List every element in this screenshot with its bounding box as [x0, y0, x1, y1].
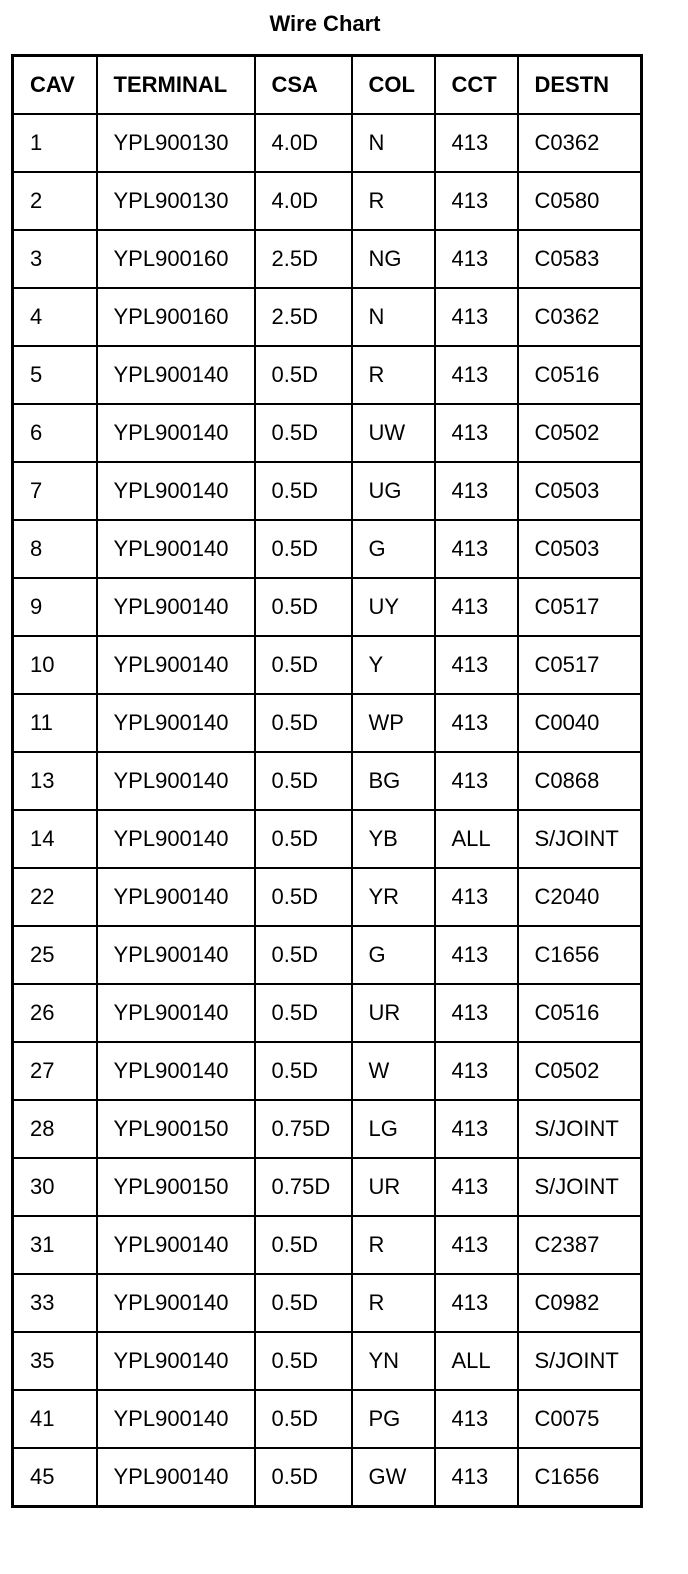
table-row: [13, 1390, 642, 1448]
cell-terminal: YPL900140: [97, 1274, 255, 1332]
cell-terminal: YPL900140: [97, 1390, 255, 1448]
cell-csa: 4.0D: [255, 172, 352, 230]
cell-cav: 4: [13, 288, 97, 346]
cell-terminal: YPL900130: [97, 172, 255, 230]
cell-terminal: YPL900140: [97, 1448, 255, 1507]
cell-cct: 413: [435, 1216, 518, 1274]
cell-cct: 413: [435, 1448, 518, 1507]
wire-chart-table: [11, 54, 643, 1508]
column-header-col: COL: [352, 56, 435, 115]
cell-terminal: YPL900140: [97, 810, 255, 868]
cell-cav: 9: [13, 578, 97, 636]
column-header-cct: CCT: [435, 56, 518, 115]
table-row: [13, 230, 642, 288]
cell-terminal: YPL900140: [97, 984, 255, 1042]
cell-destn: C0517: [518, 636, 642, 694]
cell-csa: 0.5D: [255, 810, 352, 868]
cell-cav: 2: [13, 172, 97, 230]
cell-destn: C0580: [518, 172, 642, 230]
cell-cav: 28: [13, 1100, 97, 1158]
cell-cav: 45: [13, 1448, 97, 1507]
cell-cct: 413: [435, 926, 518, 984]
cell-cct: 413: [435, 752, 518, 810]
cell-csa: 0.5D: [255, 404, 352, 462]
cell-col: UW: [352, 404, 435, 462]
cell-col: N: [352, 288, 435, 346]
cell-csa: 4.0D: [255, 114, 352, 172]
table-row: [13, 1274, 642, 1332]
table-row: [13, 1042, 642, 1100]
column-header-csa: CSA: [255, 56, 352, 115]
cell-cav: 27: [13, 1042, 97, 1100]
cell-cct: 413: [435, 462, 518, 520]
cell-csa: 0.5D: [255, 984, 352, 1042]
table-row: [13, 1216, 642, 1274]
cell-col: UR: [352, 1158, 435, 1216]
cell-col: Y: [352, 636, 435, 694]
cell-cct: 413: [435, 868, 518, 926]
cell-destn: C0502: [518, 1042, 642, 1100]
cell-destn: S/JOINT: [518, 1332, 642, 1390]
table-row: [13, 984, 642, 1042]
cell-cav: 6: [13, 404, 97, 462]
header-row: [13, 56, 642, 115]
cell-csa: 0.5D: [255, 752, 352, 810]
cell-terminal: YPL900160: [97, 288, 255, 346]
table-row: [13, 462, 642, 520]
cell-col: LG: [352, 1100, 435, 1158]
cell-cct: ALL: [435, 1332, 518, 1390]
cell-cct: 413: [435, 520, 518, 578]
cell-cct: 413: [435, 230, 518, 288]
cell-csa: 0.5D: [255, 636, 352, 694]
cell-destn: C0583: [518, 230, 642, 288]
table-row: [13, 1100, 642, 1158]
cell-col: NG: [352, 230, 435, 288]
cell-col: N: [352, 114, 435, 172]
table-row: [13, 288, 642, 346]
cell-cav: 8: [13, 520, 97, 578]
cell-terminal: YPL900140: [97, 578, 255, 636]
cell-destn: C0040: [518, 694, 642, 752]
cell-csa: 0.5D: [255, 1390, 352, 1448]
cell-cct: 413: [435, 288, 518, 346]
cell-terminal: YPL900140: [97, 1216, 255, 1274]
cell-terminal: YPL900140: [97, 1332, 255, 1390]
cell-cav: 33: [13, 1274, 97, 1332]
cell-cav: 1: [13, 114, 97, 172]
table-row: [13, 520, 642, 578]
cell-csa: 0.5D: [255, 346, 352, 404]
cell-csa: 0.5D: [255, 926, 352, 984]
table-row: [13, 926, 642, 984]
cell-col: BG: [352, 752, 435, 810]
table-row: [13, 114, 642, 172]
cell-cav: 31: [13, 1216, 97, 1274]
cell-cct: 413: [435, 1042, 518, 1100]
cell-col: W: [352, 1042, 435, 1100]
cell-destn: C0868: [518, 752, 642, 810]
cell-cct: 413: [435, 172, 518, 230]
cell-destn: C0075: [518, 1390, 642, 1448]
cell-col: YN: [352, 1332, 435, 1390]
cell-col: UR: [352, 984, 435, 1042]
table-row: [13, 868, 642, 926]
cell-col: YR: [352, 868, 435, 926]
table-row: [13, 636, 642, 694]
cell-csa: 0.5D: [255, 694, 352, 752]
cell-csa: 0.5D: [255, 1274, 352, 1332]
column-header-destn: DESTN: [518, 56, 642, 115]
cell-cav: 41: [13, 1390, 97, 1448]
cell-destn: C1656: [518, 1448, 642, 1507]
cell-csa: 0.5D: [255, 1042, 352, 1100]
table-row: [13, 752, 642, 810]
cell-terminal: YPL900130: [97, 114, 255, 172]
table-row: [13, 1448, 642, 1507]
cell-terminal: YPL900140: [97, 520, 255, 578]
cell-col: R: [352, 346, 435, 404]
cell-csa: 0.5D: [255, 1448, 352, 1507]
cell-csa: 2.5D: [255, 288, 352, 346]
cell-destn: C0516: [518, 346, 642, 404]
table-row: [13, 694, 642, 752]
cell-cct: 413: [435, 984, 518, 1042]
cell-csa: 0.5D: [255, 1216, 352, 1274]
cell-terminal: YPL900140: [97, 926, 255, 984]
cell-csa: 0.75D: [255, 1100, 352, 1158]
cell-terminal: YPL900140: [97, 636, 255, 694]
cell-csa: 2.5D: [255, 230, 352, 288]
cell-cct: 413: [435, 1274, 518, 1332]
cell-cct: ALL: [435, 810, 518, 868]
cell-cct: 413: [435, 1390, 518, 1448]
cell-cct: 413: [435, 578, 518, 636]
cell-cct: 413: [435, 636, 518, 694]
cell-csa: 0.5D: [255, 1332, 352, 1390]
table-header: [13, 56, 642, 115]
cell-csa: 0.5D: [255, 462, 352, 520]
cell-cav: 30: [13, 1158, 97, 1216]
cell-col: WP: [352, 694, 435, 752]
cell-cav: 13: [13, 752, 97, 810]
cell-terminal: YPL900140: [97, 404, 255, 462]
cell-destn: C0517: [518, 578, 642, 636]
table-row: [13, 172, 642, 230]
cell-cct: 413: [435, 1100, 518, 1158]
cell-destn: C2040: [518, 868, 642, 926]
cell-col: R: [352, 172, 435, 230]
cell-destn: C0516: [518, 984, 642, 1042]
cell-destn: S/JOINT: [518, 810, 642, 868]
cell-cct: 413: [435, 694, 518, 752]
cell-destn: C2387: [518, 1216, 642, 1274]
cell-terminal: YPL900140: [97, 868, 255, 926]
cell-cct: 413: [435, 1158, 518, 1216]
table-row: [13, 578, 642, 636]
table-row: [13, 1158, 642, 1216]
cell-col: UY: [352, 578, 435, 636]
cell-cav: 22: [13, 868, 97, 926]
cell-col: R: [352, 1274, 435, 1332]
cell-cav: 5: [13, 346, 97, 404]
cell-terminal: YPL900140: [97, 694, 255, 752]
cell-col: R: [352, 1216, 435, 1274]
cell-csa: 0.75D: [255, 1158, 352, 1216]
cell-col: YB: [352, 810, 435, 868]
cell-terminal: YPL900150: [97, 1158, 255, 1216]
column-header-terminal: TERMINAL: [97, 56, 255, 115]
cell-cav: 26: [13, 984, 97, 1042]
cell-terminal: YPL900150: [97, 1100, 255, 1158]
cell-terminal: YPL900140: [97, 346, 255, 404]
cell-cav: 10: [13, 636, 97, 694]
cell-terminal: YPL900140: [97, 462, 255, 520]
table-row: [13, 810, 642, 868]
cell-col: G: [352, 926, 435, 984]
cell-csa: 0.5D: [255, 868, 352, 926]
page-title: Wire Chart: [269, 11, 381, 36]
cell-destn: S/JOINT: [518, 1100, 642, 1158]
table-row: [13, 1332, 642, 1390]
cell-cav: 11: [13, 694, 97, 752]
cell-cct: 413: [435, 114, 518, 172]
cell-destn: C0362: [518, 114, 642, 172]
cell-destn: C0982: [518, 1274, 642, 1332]
table-body: [13, 114, 642, 1507]
cell-destn: C1656: [518, 926, 642, 984]
column-header-cav: CAV: [13, 56, 97, 115]
cell-col: GW: [352, 1448, 435, 1507]
cell-cav: 14: [13, 810, 97, 868]
cell-cav: 35: [13, 1332, 97, 1390]
cell-csa: 0.5D: [255, 520, 352, 578]
cell-terminal: YPL900140: [97, 752, 255, 810]
cell-destn: C0503: [518, 462, 642, 520]
cell-col: G: [352, 520, 435, 578]
cell-destn: C0503: [518, 520, 642, 578]
table-row: [13, 346, 642, 404]
cell-cct: 413: [435, 404, 518, 462]
cell-cct: 413: [435, 346, 518, 404]
cell-destn: S/JOINT: [518, 1158, 642, 1216]
cell-col: UG: [352, 462, 435, 520]
cell-cav: 7: [13, 462, 97, 520]
table-row: [13, 404, 642, 462]
cell-destn: C0502: [518, 404, 642, 462]
cell-col: PG: [352, 1390, 435, 1448]
cell-cav: 3: [13, 230, 97, 288]
cell-destn: C0362: [518, 288, 642, 346]
cell-cav: 25: [13, 926, 97, 984]
cell-csa: 0.5D: [255, 578, 352, 636]
cell-terminal: YPL900160: [97, 230, 255, 288]
cell-terminal: YPL900140: [97, 1042, 255, 1100]
